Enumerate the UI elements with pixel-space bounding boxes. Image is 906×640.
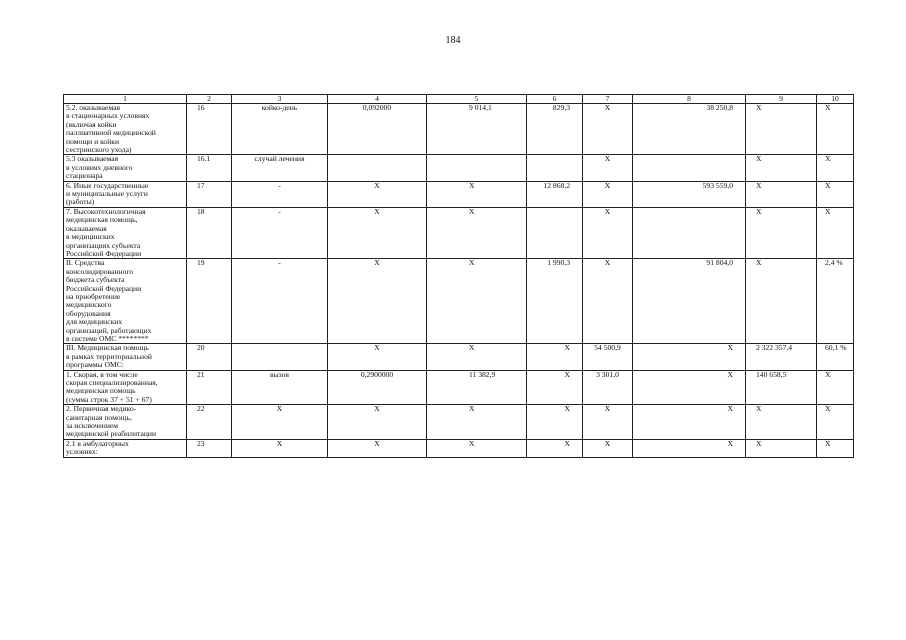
table-row (64, 370, 854, 405)
table-cell-c6 (527, 207, 583, 258)
table-cell-c8: 593 559,0 (633, 181, 746, 207)
table-cell-c7: X (583, 405, 633, 440)
table-cell-c9: X (746, 259, 817, 344)
table-cell-c10: X (817, 155, 854, 181)
table-cell-c4: X (328, 181, 427, 207)
table-cell-c3: X (232, 439, 328, 457)
table-cell-c6: X (527, 405, 583, 440)
table-cell-c3: - (232, 181, 328, 207)
table-cell-c6: 829,3 (527, 104, 583, 155)
table-cell-c5: X (427, 439, 527, 457)
header-cell: 5 (427, 95, 527, 104)
table-cell-c2: 20 (187, 344, 232, 370)
table-cell-c8 (633, 207, 746, 258)
table-row (64, 405, 854, 440)
table-cell-c4: 0,2900000 (328, 370, 427, 405)
table-cell-c2: 16 (187, 104, 232, 155)
table-cell-c9: X (746, 155, 817, 181)
table-cell-c8: X (633, 405, 746, 440)
table-cell-c9: X (746, 181, 817, 207)
table-cell-c2: 18 (187, 207, 232, 258)
table-cell-c1: 1. Скорая, в том числе скорая специализированная, медицинская помощь (сумма строк 37 + 51 + 67) (64, 370, 187, 405)
table-row (64, 181, 854, 207)
table-cell-c3: - (232, 207, 328, 258)
table-cell-c6: 1 990,3 (527, 259, 583, 344)
header-row (64, 95, 854, 104)
table-cell-c6: X (527, 439, 583, 457)
table-cell-c10: X (817, 370, 854, 405)
table-cell-c7: 3 301,0 (583, 370, 633, 405)
table-cell-c9: X (746, 104, 817, 155)
table-cell-c4 (328, 155, 427, 181)
table-cell-c8: X (633, 370, 746, 405)
table-cell-c8 (633, 155, 746, 181)
table-cell-c5: X (427, 207, 527, 258)
table-cell-c5: X (427, 344, 527, 370)
table-cell-c8: X (633, 344, 746, 370)
table-cell-c7: X (583, 104, 633, 155)
table-row (64, 155, 854, 181)
data-table (63, 94, 854, 458)
table-cell-c5: 9 014,1 (427, 104, 527, 155)
table-cell-c7: X (583, 207, 633, 258)
table-cell-c1: III. Медицинская помощь в рамках территориальной программы ОМС: (64, 344, 187, 370)
table-cell-c3: - (232, 259, 328, 344)
table-cell-c7: X (583, 439, 633, 457)
header-cell: 8 (633, 95, 746, 104)
header-cell: 4 (328, 95, 427, 104)
table-cell-c3: случай лечения (232, 155, 328, 181)
table-cell-c2: 16.1 (187, 155, 232, 181)
header-cell: 3 (232, 95, 328, 104)
table-cell-c2: 19 (187, 259, 232, 344)
header-cell: 2 (187, 95, 232, 104)
table-cell-c9: X (746, 207, 817, 258)
table-cell-c5: X (427, 181, 527, 207)
table-cell-c2: 17 (187, 181, 232, 207)
table-cell-c7: X (583, 259, 633, 344)
table-cell-c3: койко-день (232, 104, 328, 155)
table-cell-c4: X (328, 405, 427, 440)
table-cell-c4: X (328, 207, 427, 258)
table-cell-c10: X (817, 405, 854, 440)
table-cell-c7: X (583, 155, 633, 181)
table-cell-c6: X (527, 344, 583, 370)
table-cell-c4: X (328, 259, 427, 344)
table-row (64, 259, 854, 344)
table-cell-c7: X (583, 181, 633, 207)
table-cell-c4: X (328, 439, 427, 457)
table-cell-c9: 140 658,5 (746, 370, 817, 405)
table-cell-c10: X (817, 439, 854, 457)
table-cell-c6: 12 868,2 (527, 181, 583, 207)
table-cell-c10: X (817, 207, 854, 258)
header-cell: 9 (746, 95, 817, 104)
table-cell-c3: X (232, 405, 328, 440)
table-row (64, 344, 854, 370)
table-cell-c1: 5.3 оказываемая в условиях дневного стационара (64, 155, 187, 181)
table-cell-c8: 91 804,0 (633, 259, 746, 344)
table-cell-c5 (427, 155, 527, 181)
table-row (64, 439, 854, 457)
table-cell-c1: II. Средства консолидированного бюджета субъекта Российской Федерации на приобретение медицинского оборудования для медицинских организаций, работающих в системе ОМС ******** (64, 259, 187, 344)
table-cell-c6 (527, 155, 583, 181)
table-cell-c3: вызов (232, 370, 328, 405)
header-cell: 6 (527, 95, 583, 104)
table-cell-c4: 0,092000 (328, 104, 427, 155)
table-row (64, 207, 854, 258)
header-cell: 1 (64, 95, 187, 104)
table-cell-c10: X (817, 181, 854, 207)
table-cell-c1: 2. Первичная медико- санитарная помощь, за исключением медицинской реабилитации (64, 405, 187, 440)
table-cell-c1: 6. Иные государственные и муниципальные услуги (работы) (64, 181, 187, 207)
table-cell-c8: X (633, 439, 746, 457)
table-cell-c10: 60,1 % (817, 344, 854, 370)
table-cell-c6: X (527, 370, 583, 405)
header-cell: 7 (583, 95, 633, 104)
table-cell-c5: X (427, 405, 527, 440)
table-row (64, 104, 854, 155)
table-cell-c9: 2 322 357,4 (746, 344, 817, 370)
table-cell-c5: X (427, 259, 527, 344)
table-cell-c9: X (746, 405, 817, 440)
table-cell-c1: 2.1 в амбулаторных условиях: (64, 439, 187, 457)
table-cell-c10: X (817, 104, 854, 155)
table-cell-c5: 11 382,9 (427, 370, 527, 405)
table-cell-c1: 5.2. оказываемая в стационарных условиях (включая койки паллиативной медицинской помощи и койки сестринского ухода) (64, 104, 187, 155)
table-cell-c4: X (328, 344, 427, 370)
table-cell-c10: 2,4 % (817, 259, 854, 344)
table-cell-c2: 23 (187, 439, 232, 457)
page-number: 184 (445, 35, 461, 46)
table-cell-c2: 22 (187, 405, 232, 440)
table-cell-c1: 7. Высокотехнологичная медицинская помощь, оказываемая в медицинских организациях субъекта Российской Федерации (64, 207, 187, 258)
header-cell: 10 (817, 95, 854, 104)
table-cell-c9: X (746, 439, 817, 457)
table-cell-c8: 38 250,8 (633, 104, 746, 155)
table-cell-c3 (232, 344, 328, 370)
table-cell-c2: 21 (187, 370, 232, 405)
table-cell-c7: 54 500,9 (583, 344, 633, 370)
